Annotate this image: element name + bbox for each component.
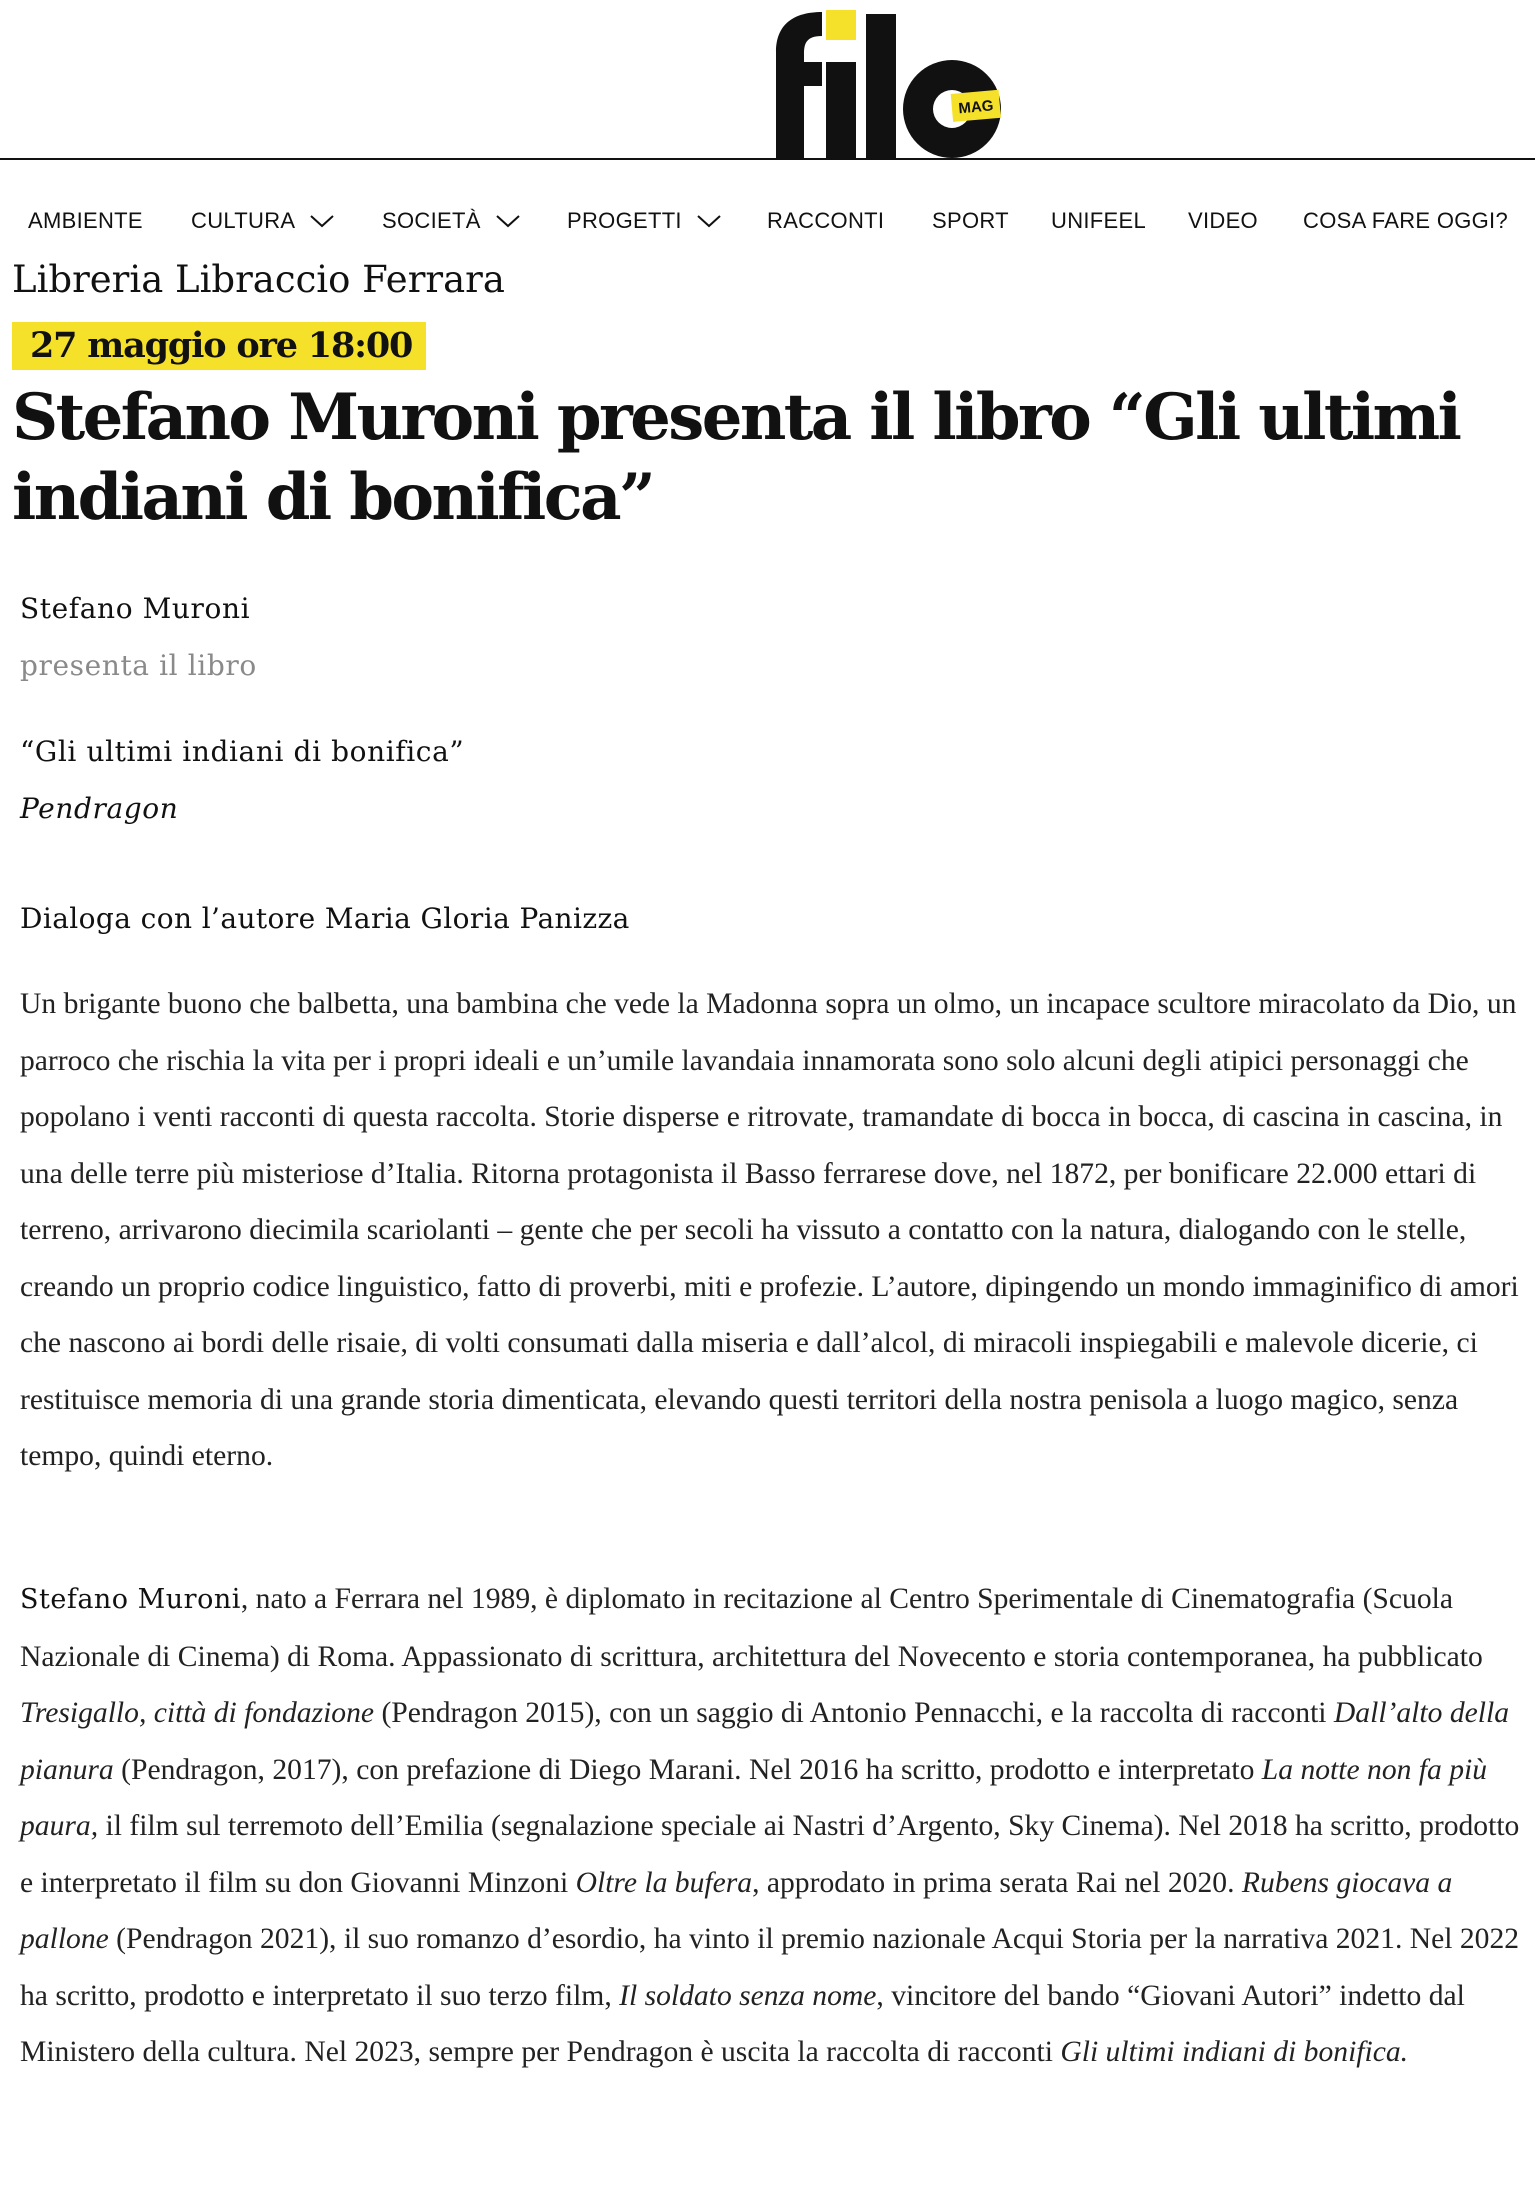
site-header xyxy=(0,0,1535,160)
bio-text: , nato a Ferrara nel 1989, è diplomato in recitazione al Centro Sperimentale di Cinematografia (Scuola Nazionale di Cinema) di Roma. Appassionato di scrittura, architettura del Novecento e storia contemporanea, ha pubblicato xyxy=(20,1583,1483,1673)
nav-item-label: SOCIETÀ xyxy=(382,208,481,233)
intro-book-title: “Gli ultimi indiani di bonifica” xyxy=(20,735,465,768)
bio-work-title: La notte non fa più paura, xyxy=(20,1753,1488,1842)
bio-work-title: Rubens giocava a pallone xyxy=(20,1866,1453,1955)
nav-item-societa[interactable] xyxy=(382,208,521,234)
chevron-down-icon xyxy=(495,213,521,229)
nav-item-label: CULTURA xyxy=(191,208,296,233)
nav-item-label: RACCONTI xyxy=(767,208,885,233)
nav-item-progetti[interactable] xyxy=(567,208,722,234)
nav-item-racconti[interactable] xyxy=(767,208,884,234)
nav-item-label: VIDEO xyxy=(1188,208,1258,233)
description-paragraph: Un brigante buono che balbetta, una bambina che vede la Madonna sopra un olmo, un incapace scultore miracolato da Dio, un parroco che rischia la vita per i propri ideali e un’umile lavandaia innamorata sono solo alcuni degli atipici personaggi che popolano i venti racconti di questa raccolta. Storie disperse e ritrovate, tramandate di bocca in bocca, di cascina in cascina, in una delle terre più misteriose d’Italia. Ritorna protagonista il Basso ferrarese dove, nel 1872, per bonificare 22.000 ettari di terreno, arrivarono diecimila scariolanti – gente che per secoli ha vissuto a contatto con la natura, dialogando con le stelle, creando un proprio codice linguistico, fatto di proverbi, miti e profezie. L’autore, dipingendo un mondo immaginifico di amori che nascono ai bordi delle risaie, di volti consumati dalla miseria e dall’alcol, di miracoli inspiegabili e malevole dicerie, ci restituisce memoria di una grande storia dimenticata, elevando questi territori della nostra penisola a luogo magico, senza tempo, quindi eterno. xyxy=(20,988,1519,1472)
event-date-badge: 27 maggio ore 18:00 xyxy=(12,322,426,370)
bio-author-name: Stefano Muroni xyxy=(20,1584,241,1615)
page-title: Stefano Muroni presenta il libro “Gli ultimi indiani di bonifica” xyxy=(12,380,1460,535)
bio-work-title: Tresigallo, città di fondazione xyxy=(20,1697,375,1729)
bio-text: il film sul terremoto dell’Emilia (segnalazione speciale ai Nastri d’Argento, Sky Cinema). Nel 2018 ha scritto, prodotto e interpretato il film su don Giovanni Minzoni xyxy=(20,1810,1520,1899)
bio-text: (Pendragon 2021), il suo romanzo d’esordio, ha vinto il premio nazionale Acqui Storia per la narrativa 2021. Nel 2022 ha scritto, prodotto e interpretato il suo terzo film, xyxy=(20,1923,1520,2012)
event-venue: Libreria Libraccio Ferrara xyxy=(12,258,505,301)
intro-dialog: Dialoga con l’autore Maria Gloria Panizza xyxy=(20,902,630,935)
nav-item-label: SPORT xyxy=(932,208,1009,233)
bio-text: (Pendragon 2015), con un saggio di Antonio Pennacchi, e la raccolta di racconti xyxy=(374,1697,1334,1729)
bio-work-title: Dall’alto della pianura xyxy=(20,1697,1509,1786)
intro-presents: presenta il libro xyxy=(20,649,257,682)
bio-work-title: Il soldato senza nome xyxy=(619,1979,877,2012)
logo-badge: MAG xyxy=(957,97,995,118)
nav-item-label: UNIFEEL xyxy=(1051,208,1147,233)
nav-item-unifeel[interactable] xyxy=(1051,208,1146,234)
bio-text: , approdato in prima serata Rai nel 2020. xyxy=(752,1866,1242,1899)
chevron-down-icon xyxy=(696,213,722,229)
nav-item-cultura[interactable] xyxy=(191,208,335,234)
bio-work-title: Gli ultimi indiani di bonifica. xyxy=(1060,2036,1409,2068)
bio-work-title: Oltre la bufera xyxy=(575,1866,753,1899)
bio-text: (Pendragon, 2017), con prefazione di Diego Marani. Nel 2016 ha scritto, prodotto e interpretato xyxy=(113,1753,1262,1786)
nav-item-cosa-fare-oggi[interactable] xyxy=(1303,208,1508,234)
bio-text: , vincitore del bando “Giovani Autori” indetto dal Ministero della cultura. Nel 2023, sempre per Pendragon è uscita la raccolta di racconti xyxy=(20,1979,1465,2068)
nav-item-label: AMBIENTE xyxy=(28,208,143,233)
filo-mag-logo[interactable] xyxy=(738,6,1018,158)
nav-item-label: COSA FARE OGGI? xyxy=(1303,208,1509,233)
nav-item-video[interactable] xyxy=(1188,208,1258,234)
nav-item-ambiente[interactable] xyxy=(28,208,143,234)
nav-item-label: PROGETTI xyxy=(567,208,682,233)
main-nav xyxy=(0,200,1535,242)
nav-item-sport[interactable] xyxy=(932,208,1009,234)
author-bio-paragraph xyxy=(20,1571,1525,2081)
intro-author: Stefano Muroni xyxy=(20,592,251,625)
intro-publisher: Pendragon xyxy=(20,792,179,825)
chevron-down-icon xyxy=(309,213,335,229)
